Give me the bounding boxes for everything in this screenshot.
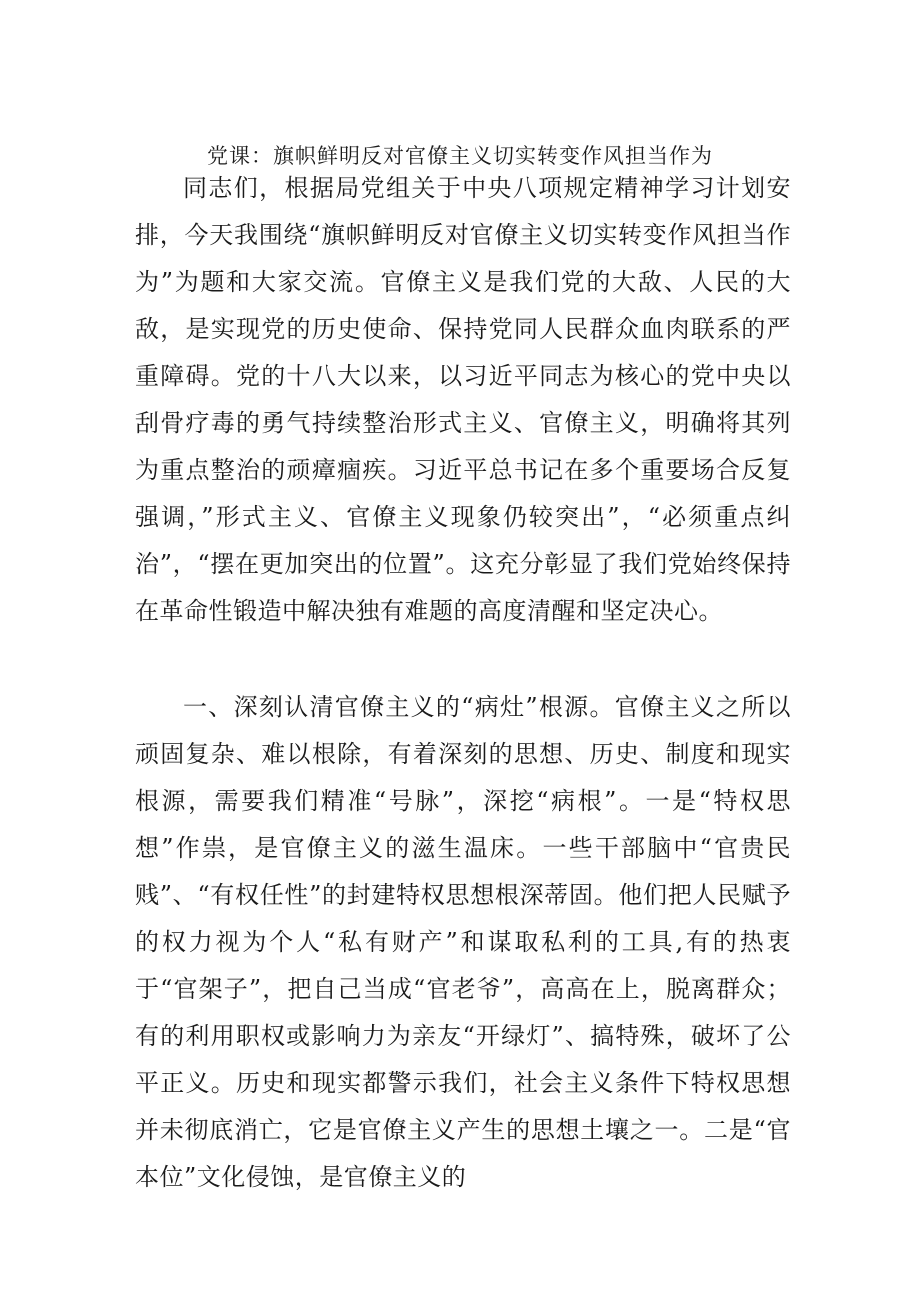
paragraph-section-one: 一、深刻认清官僚主义的“病灶”根源。官僚主义之所以顽固复杂、难以根除，有着深刻的思想、历史、制度和现实根源，需要我们精准“号脉”，深挖“病根”。一是“特权思想”作祟，是官僚主义的滋生温床。一些干部脑中“官贵民贱”、“有权任性”的封建特权思想根深蒂固。他们把人民赋予的权力视为个人“私有财产”和谋取私利的工具,有的热衷于“官架子”，把自己当成“官老爷”，高高在上，脱离群众；有的利用职权或影响力为亲友“开绿灯”、搞特殊，破坏了公平正义。历史和现实都警示我们，社会主义条件下特权思想并未彻底消亡，它是官僚主义产生的思想土壤之一。二是“官本位”文化侵蚀，是官僚主义的 xyxy=(135,693,791,1191)
paragraph-intro: 同志们，根据局党组关于中央八项规定精神学习计划安排，今天我围绕“旗帜鲜明反对官僚主义切实转变作风担当作为”为题和大家交流。官僚主义是我们党的大敌、人民的大敌，是实现党的历史使命、保持党同人民群众血肉联系的严重障碍。党的十八大以来，以习近平同志为核心的党中央以刮骨疗毒的勇气持续整治形式主义、官僚主义，明确将其列为重点整治的顽瘴痼疾。习近平总书记在多个重要场合反复强调，”形式主义、官僚主义现象仍较突出”，“必须重点纠治”，“摆在更加突出的位置”。这充分彰显了我们党始终保持在革命性锻造中解决独有难题的高度清醒和坚定决心。 xyxy=(135,174,791,625)
document-title: 党课：旗帜鲜明反对官僚主义切实转变作风担当作为 xyxy=(207,144,713,168)
